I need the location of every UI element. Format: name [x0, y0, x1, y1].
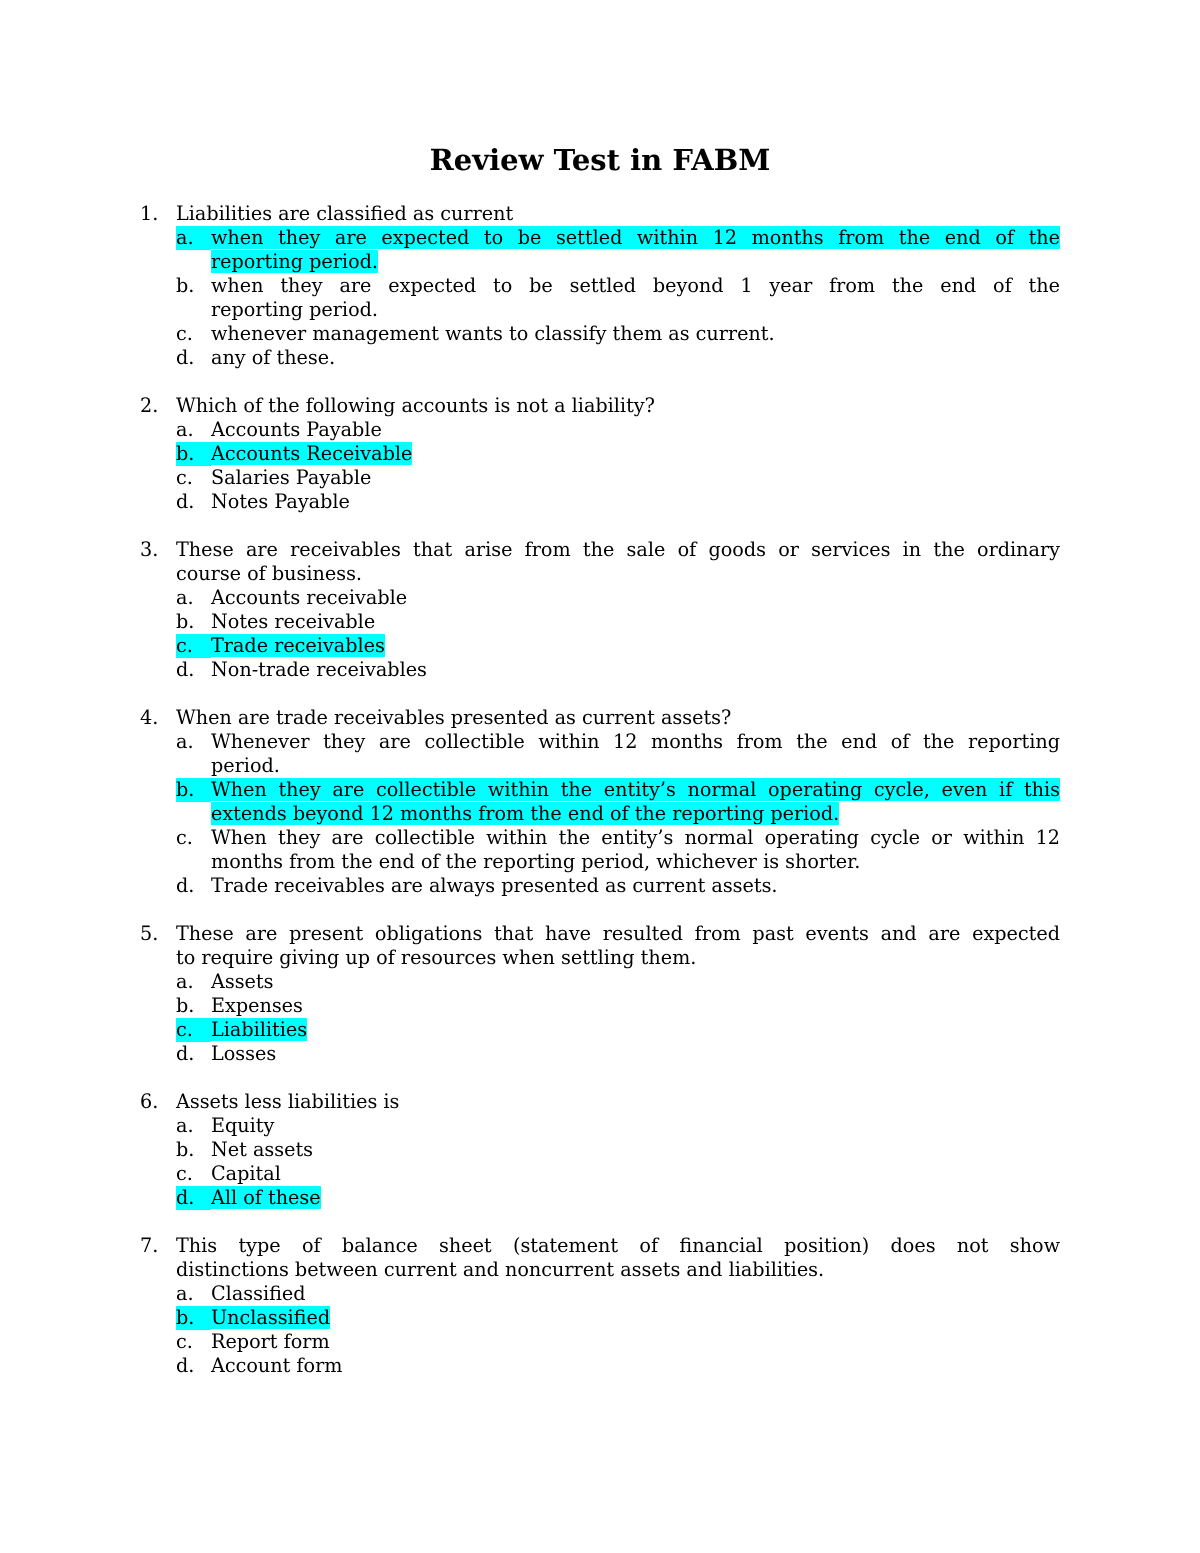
option-text: Trade receivables: [211, 634, 385, 657]
option-line: [140, 274, 1060, 298]
option-letter: a.: [176, 586, 194, 609]
question-stem-text: distinctions between current and noncurrent assets and liabilities.: [176, 1258, 825, 1281]
option-letter: d.: [176, 490, 195, 513]
option-line: [140, 1042, 1060, 1066]
option-line: [140, 298, 1060, 322]
question-stem-line: [140, 922, 1060, 946]
option-text: when they are expected to be settled beyond 1 year from the end of the: [211, 274, 1060, 297]
option-text: Whenever they are collectible within 12 months from the end of the reporting: [211, 730, 1060, 753]
option-line: [140, 730, 1060, 754]
option-letter: d.: [176, 658, 195, 681]
option-text: Non-trade receivables: [211, 658, 427, 681]
correct-option-line: [140, 778, 1060, 802]
option-text: Report form: [211, 1330, 330, 1353]
option-letter: b.: [176, 274, 195, 297]
option-letter: c.: [176, 466, 193, 489]
option-line: [140, 418, 1060, 442]
option-letter: c.: [176, 634, 211, 658]
question-stem-line: [140, 394, 1060, 418]
option-letter: b.: [176, 994, 195, 1017]
question-stem-text: These are receivables that arise from the sale of goods or services in the ordinary: [176, 538, 1060, 561]
option-text: Expenses: [211, 994, 303, 1017]
question-4: [140, 706, 1060, 898]
option-letter: a.: [176, 970, 194, 993]
option-letter: c.: [176, 1162, 193, 1185]
option-line: [140, 874, 1060, 898]
option-line: [140, 466, 1060, 490]
correct-option-line: [140, 1186, 1060, 1210]
option-letter: a.: [176, 1114, 194, 1137]
option-line: [140, 970, 1060, 994]
option-letter: a.: [176, 226, 211, 250]
document-title: Review Test in FABM: [429, 143, 771, 177]
option-text: All of these: [211, 1186, 321, 1209]
option-line: [140, 1162, 1060, 1186]
option-line: [140, 1138, 1060, 1162]
option-letter: c.: [176, 322, 193, 345]
question-stem-line: [140, 202, 1060, 226]
option-line: [140, 850, 1060, 874]
option-text: months from the end of the reporting period, whichever is shorter.: [211, 850, 861, 873]
option-text: Account form: [211, 1354, 343, 1377]
option-letter: d.: [176, 874, 195, 897]
question-stem-text: Liabilities are classified as current: [176, 202, 514, 225]
question-number: 3.: [140, 538, 159, 561]
question-stem-text: Which of the following accounts is not a liability?: [176, 394, 655, 417]
option-text: Losses: [211, 1042, 277, 1065]
correct-option-line: [140, 802, 1060, 826]
option-text: Liabilities: [211, 1018, 308, 1041]
option-letter: d.: [176, 1042, 195, 1065]
question-number: 6.: [140, 1090, 159, 1113]
correct-option-line: [140, 250, 1060, 274]
option-text: Net assets: [211, 1138, 313, 1161]
option-text: Notes Payable: [211, 490, 350, 513]
option-letter: b.: [176, 778, 211, 802]
option-line: [140, 826, 1060, 850]
question-number: 1.: [140, 202, 159, 225]
question-stem-line: [140, 1234, 1060, 1258]
question-number: 2.: [140, 394, 159, 417]
question-5: [140, 922, 1060, 1066]
option-line: [140, 490, 1060, 514]
option-text: any of these.: [211, 346, 336, 369]
option-letter: a.: [176, 730, 194, 753]
option-letter: b.: [176, 442, 211, 466]
option-line: [140, 754, 1060, 778]
option-line: [140, 1114, 1060, 1138]
option-letter: d.: [176, 1354, 195, 1377]
option-letter: b.: [176, 1138, 195, 1161]
option-letter: a.: [176, 1282, 194, 1305]
question-stem-text: This type of balance sheet (statement of financial position) does not show: [176, 1234, 1060, 1257]
question-stem-text: course of business.: [176, 562, 363, 585]
option-text: Unclassified: [211, 1306, 331, 1329]
option-letter: d.: [176, 1186, 211, 1210]
option-letter: b.: [176, 610, 195, 633]
option-text: Accounts Receivable: [211, 442, 413, 465]
option-text: Accounts receivable: [211, 586, 408, 609]
question-stem-text: When are trade receivables presented as current assets?: [176, 706, 732, 729]
question-1: [140, 202, 1060, 370]
option-letter: c.: [176, 826, 193, 849]
option-text: whenever management wants to classify them as current.: [211, 322, 775, 345]
correct-option-line: [140, 634, 1060, 658]
question-3: [140, 538, 1060, 682]
option-letter: c.: [176, 1018, 211, 1042]
question-7: [140, 1234, 1060, 1378]
option-letter: b.: [176, 1306, 211, 1330]
question-stem-text: These are present obligations that have resulted from past events and are expected: [176, 922, 1060, 945]
option-letter: d.: [176, 346, 195, 369]
option-text: Notes receivable: [211, 610, 376, 633]
question-number: 4.: [140, 706, 159, 729]
option-text: when they are expected to be settled within 12 months from the end of the: [211, 226, 1060, 249]
option-letter: c.: [176, 1330, 193, 1353]
question-stem-line: [140, 562, 1060, 586]
option-text: Trade receivables are always presented as current assets.: [211, 874, 778, 897]
option-line: [140, 586, 1060, 610]
question-6: [140, 1090, 1060, 1210]
option-text: Salaries Payable: [211, 466, 372, 489]
option-text: When they are collectible within the entity’s normal operating cycle, even if this: [211, 778, 1060, 801]
option-text: Capital: [211, 1162, 281, 1185]
question-stem-line: [140, 946, 1060, 970]
option-text: Classified: [211, 1282, 306, 1305]
option-text: When they are collectible within the entity’s normal operating cycle or within 12: [211, 826, 1060, 849]
option-text: Equity: [211, 1114, 275, 1137]
correct-option-line: [140, 1018, 1060, 1042]
option-text: reporting period.: [211, 298, 379, 321]
correct-option-line: [140, 226, 1060, 250]
option-text: extends beyond 12 months from the end of the reporting period.: [211, 802, 840, 825]
question-stem-text: to require giving up of resources when settling them.: [176, 946, 697, 969]
option-line: [140, 1330, 1060, 1354]
question-number: 5.: [140, 922, 159, 945]
option-line: [140, 346, 1060, 370]
question-stem-line: [140, 706, 1060, 730]
option-text: reporting period.: [211, 250, 379, 273]
question-stem-line: [140, 538, 1060, 562]
option-line: [140, 994, 1060, 1018]
option-text: Accounts Payable: [211, 418, 382, 441]
option-line: [140, 322, 1060, 346]
option-letter: a.: [176, 418, 194, 441]
question-stem-line: [140, 1258, 1060, 1282]
question-number: 7.: [140, 1234, 159, 1257]
question-stem-line: [140, 1090, 1060, 1114]
correct-option-line: [140, 442, 1060, 466]
option-text: period.: [211, 754, 280, 777]
question-stem-text: Assets less liabilities is: [176, 1090, 400, 1113]
option-text: Assets: [211, 970, 274, 993]
correct-option-line: [140, 1306, 1060, 1330]
option-line: [140, 1282, 1060, 1306]
option-line: [140, 658, 1060, 682]
question-list: [140, 202, 1060, 1402]
question-2: [140, 394, 1060, 514]
option-line: [140, 1354, 1060, 1378]
option-line: [140, 610, 1060, 634]
